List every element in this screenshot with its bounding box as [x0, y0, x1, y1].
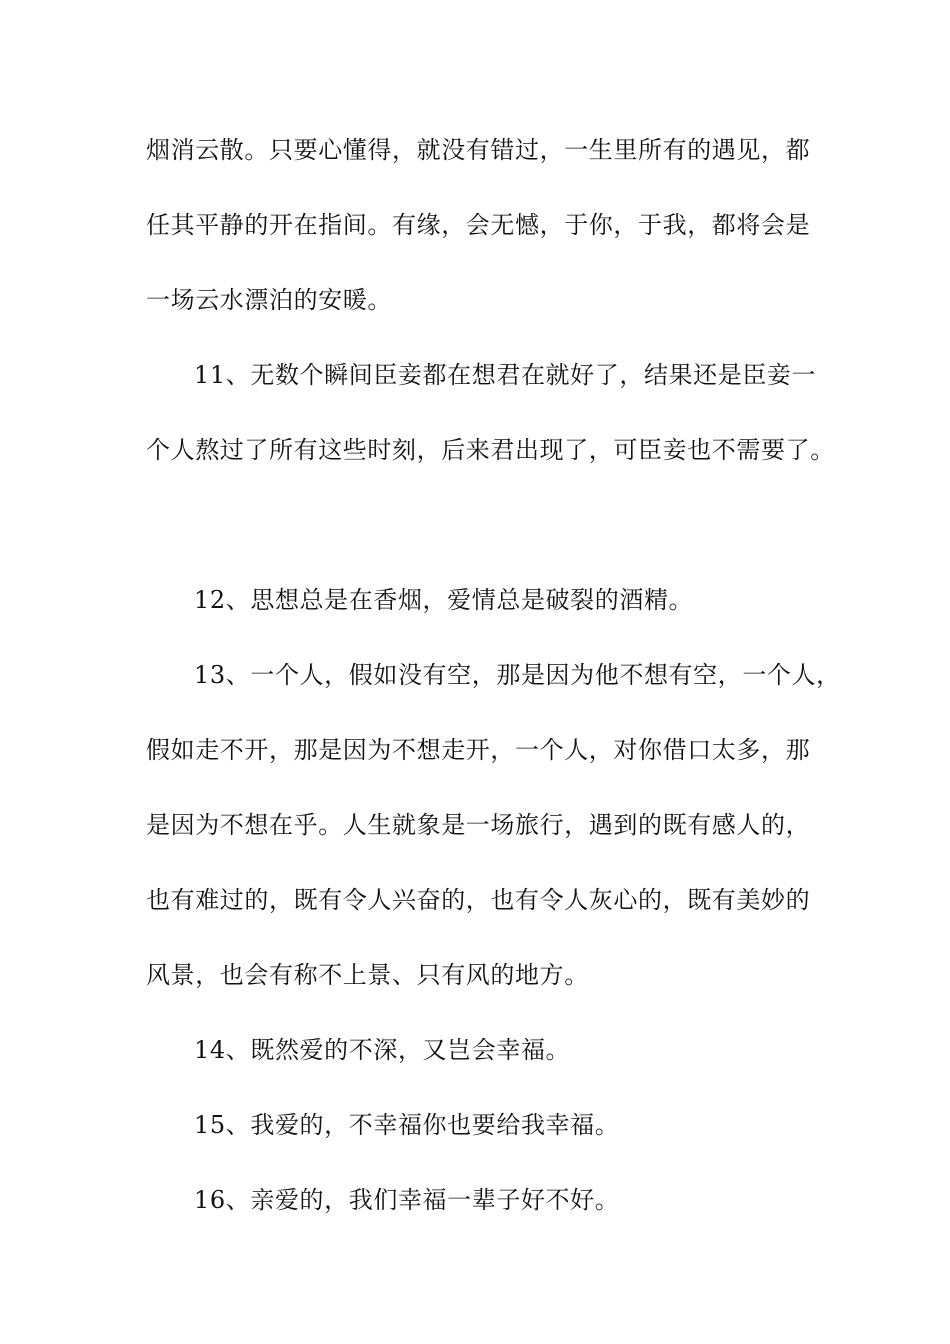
text-line: 风景，也会有称不上景、只有风的地方。	[146, 961, 589, 989]
text-line: 个人熬过了所有这些时刻，后来君出现了，可臣妾也不需要了。	[146, 436, 835, 464]
paragraph-15: 15、我爱的，不幸福你也要给我幸福。	[194, 1111, 620, 1139]
text-line: 一场云水漂泊的安暖。	[146, 286, 392, 314]
text-line: 假如走不开，那是因为不想走开，一个人，对你借口太多，那	[146, 736, 811, 764]
paragraph-13-start: 13、一个人，假如没有空，那是因为他不想有空，一个人，	[194, 661, 841, 689]
paragraph-14: 14、既然爱的不深，又岂会幸福。	[194, 1036, 571, 1064]
paragraph-11-start: 11、无数个瞬间臣妾都在想君在就好了，结果还是臣妾一	[194, 361, 817, 389]
paragraph-16: 16、亲爱的，我们幸福一辈子好不好。	[194, 1186, 620, 1214]
text-line: 是因为不想在乎。人生就象是一场旅行，遇到的既有感人的，	[146, 811, 811, 839]
paragraph-12: 12、思想总是在香烟，爱情总是破裂的酒精。	[194, 586, 694, 614]
text-line: 任其平静的开在指间。有缘，会无憾，于你，于我，都将会是	[146, 211, 811, 239]
text-line: 也有难过的，既有令人兴奋的，也有令人灰心的，既有美妙的	[146, 886, 811, 914]
text-line: 烟消云散。只要心懂得，就没有错过，一生里所有的遇见，都	[146, 136, 811, 164]
